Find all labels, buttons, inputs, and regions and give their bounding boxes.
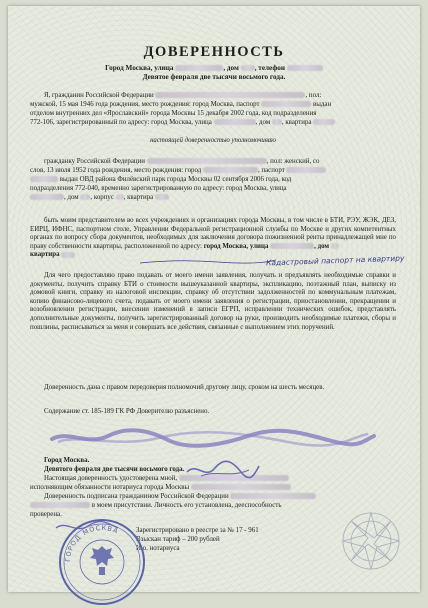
notary-seal: [56, 516, 148, 608]
redacted-birthplace: [203, 167, 258, 173]
agent-line-3: выдан ОВД района Филёвский парк города Москвы 02 сентября 2006 года, код: [30, 176, 396, 185]
redacted-house-4: [331, 243, 339, 249]
paragraph-civil-code: Содержание ст. 185-189 ГК РФ Доверителю разъяснено.: [44, 408, 210, 415]
document-page: [8, 6, 420, 592]
agent-line-4: подразделения 772-040, временно зарегистрированную по адресу: город Москва, улица: [30, 185, 287, 192]
notary-line-2: исполняющим обязанности нотариуса города Москвы: [30, 484, 396, 493]
redacted-street-4: [270, 243, 314, 249]
redacted-notary-name-2: [191, 484, 291, 490]
principal-line-2: мужской, 15 мая 1946 года рождения, место рождения: город Москва, паспорт выдан: [30, 101, 332, 108]
authorize-label: настоящей доверенностью уполномочиваю: [150, 137, 276, 144]
redacted-building: [116, 194, 124, 200]
document-title: ДОВЕРЕННОСТЬ: [143, 44, 285, 60]
security-stamp-icon: [336, 506, 406, 576]
principal-line-1: Я, гражданин Российской Федерации , пол:: [44, 92, 322, 99]
paragraph-delegation: Доверенность дана с правом передоверия полномочий другому лицу, сроком на шесть месяцев.: [44, 384, 325, 391]
notary-line-4: в моем присутствии. Личность его установлена, дееспособность: [30, 502, 396, 511]
principal-line-3: отделом внутренних дел «Ярославский» города Москвы 15 декабря 2002 года, код подразделения: [30, 110, 317, 117]
redacted-street-3: [30, 194, 64, 200]
signature-scrawl: [48, 424, 378, 454]
registry-number: Зарегистрировано в реестре за № 17 - 961: [136, 527, 259, 534]
redacted-passport-2: [286, 167, 326, 173]
agent-line-5: , дом , корпус , квартира: [30, 194, 396, 203]
redacted-house: [241, 65, 255, 71]
redacted-passport: [261, 101, 311, 107]
redacted-signer-name: [230, 493, 316, 499]
city-line: Город Москва, улица , дом , телефон: [8, 64, 420, 72]
date-line: Девятое февраля две тысячи восьмого года.: [142, 73, 286, 81]
notary-date: Девятого февраля две тысячи восьмого года.: [44, 466, 185, 473]
agent-line-1: гражданку Российской Федерации , пол: женский, со: [44, 158, 320, 165]
fee-line: Взыскан тариф – 200 рублей: [136, 536, 220, 543]
coat-of-arms-icon: [90, 546, 114, 575]
principal-line-4: 772-106, зарегистрированный по адресу: город Москва, улица , дом , квартира: [30, 119, 396, 128]
notary-line-5: проверена.: [30, 511, 62, 518]
redacted-apt-2: [155, 194, 169, 200]
redacted-phone: [287, 65, 323, 71]
agent-line-2: слов, 13 июля 1952 года рождения, место рождения: город , паспорт: [30, 167, 396, 176]
notary-signature: [183, 458, 263, 482]
notary-city: Город Москва.: [44, 457, 90, 464]
redacted-street: [175, 65, 223, 71]
redacted-signer-name-2: [30, 502, 90, 508]
redacted-street-2: [214, 119, 256, 125]
redacted-apt: [313, 119, 335, 125]
seal-ring-text: ГОРОД МОСКВА: [63, 523, 120, 563]
handwritten-note: Кадастровый паспорт на квартиру: [265, 253, 405, 268]
handwritten-underline: [138, 256, 278, 266]
paragraph-authority: быть моим представителем во всех учреждениях и организациях города Москвы, в том числе в БТИ, РЭУ, ЖЭК, ДЕЗ, ЕИРЦ, ИФНС, паспортном столе, Управлении Федеральной регистрационной службы по Москве и других компетентных органах по вопросу сбора документов, необходимых для заключения договора пожизненной ренты принадлежащей мне по праву собственности квартиры, расположенной по адресу: город Москва, улица , дом квартира: [30, 217, 396, 259]
redacted-principal-name: [155, 92, 305, 98]
notary-line-1: Настоящая доверенность удостоверена мной,: [44, 475, 396, 484]
paragraph-powers: Для чего предоставляю право подавать от моего имени заявления, получать и предъявлять необходимые справки и документы, получить справку БТИ о стоимости вышеуказанной квартиры, экспликацию, поэтажный план, выписку из домовой книги, справку из налоговой инспекции, справку об отсутствии задолженностей по коммунальным платежам, копию финансово-лицевого счета, подавать от моего имени заявления о регистрации, приостановлении, прекращении и возобновлении регистрации, внесении изменений в записи ЕГРП, исправлении технических ошибок, представлять дополнительные документы, получить зарегистрированный договор на руки, производить необходимые платежи, сборы и пошлины, расписываться за меня и совершать все действия, связанные с выполнением этих поручений.: [30, 272, 396, 331]
redacted-apt-3: [61, 252, 75, 258]
redacted-passport-num: [30, 176, 58, 182]
redacted-house-3: [80, 194, 90, 200]
redacted-agent-name: [147, 158, 267, 164]
redacted-house-2: [272, 119, 282, 125]
notary-role: И.о. нотариуса: [136, 545, 180, 552]
notary-line-3: Доверенность подписана гражданином Российской Федерации: [44, 493, 396, 502]
